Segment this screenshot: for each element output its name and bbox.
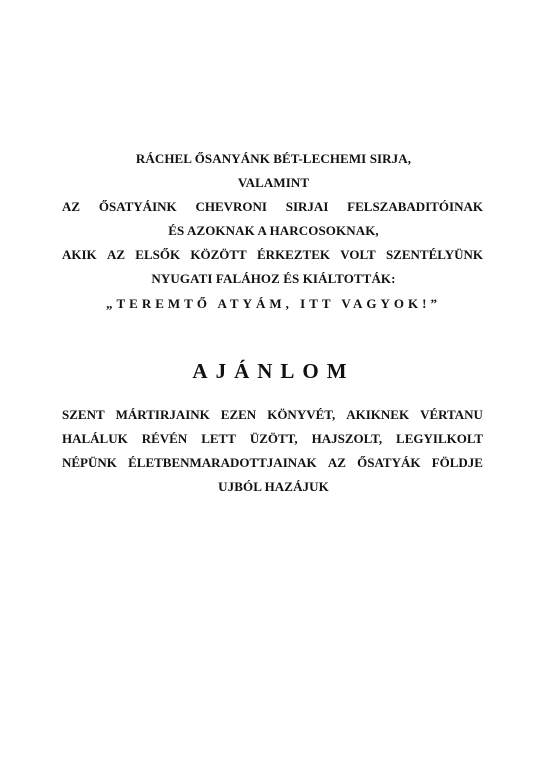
word: AZ xyxy=(327,455,346,470)
word: NÉPÜNK xyxy=(62,455,117,470)
body-line-3 xyxy=(62,455,483,471)
word: ÉLETBENMARADOTTJAINAK xyxy=(128,455,317,470)
word: RÉVÉN xyxy=(141,431,188,446)
word: AKIK xyxy=(62,247,97,262)
word: HALÁLUK xyxy=(62,431,128,446)
word: CHEVRONI xyxy=(195,199,267,214)
word: HAJSZOLT, xyxy=(311,431,383,446)
word: SIRJAI xyxy=(285,199,329,214)
dedication-line-1: RÁCHEL ŐSANYÁNK BÉT-LECHEMI SIRJA, xyxy=(135,151,412,166)
dedication-line-5 xyxy=(62,247,483,263)
word: ÉRKEZTEK xyxy=(257,247,330,262)
word: AZ xyxy=(106,247,126,262)
dedication-line-3 xyxy=(62,199,483,215)
dedication-quote: „TEREMTŐ ATYÁM, ITT VAGYOK!” xyxy=(106,296,441,311)
dedication-line-4: ÉS AZOKNAK A HARCOSOKNAK, xyxy=(168,223,379,238)
body-line-1 xyxy=(62,407,483,423)
word: VÉRTANU xyxy=(420,407,483,422)
word: VOLT xyxy=(340,247,376,262)
word: KÖNYVÉT, xyxy=(267,407,336,422)
word: LETT xyxy=(201,431,236,446)
word: FÖLDJE xyxy=(431,455,483,470)
word: AZ xyxy=(62,199,81,214)
word: ÜZÖTT, xyxy=(249,431,298,446)
body-line-2 xyxy=(62,431,483,447)
word: ŐSATYÁINK xyxy=(98,199,177,214)
dedication-line-2: VALAMINT xyxy=(237,175,310,190)
word: KÖZÖTT xyxy=(190,247,247,262)
word: SZENTÉLYÜNK xyxy=(385,247,483,262)
word: LEGYILKOLT xyxy=(396,431,483,446)
word: SZENT xyxy=(62,407,105,422)
body-line-4: UJBÓL HAZÁJUK xyxy=(218,479,329,494)
dedication-line-6: NYUGATI FALÁHOZ ÉS KIÁLTOTTÁK: xyxy=(151,271,396,286)
word: FELSZABADITÓINAK xyxy=(347,199,483,214)
word: EZEN xyxy=(220,407,257,422)
page-heading: AJÁNLOM xyxy=(192,359,355,383)
word: ŐSATYÁK xyxy=(357,455,421,470)
word: ELSŐK xyxy=(135,247,181,262)
word: MÁRTIRJAINK xyxy=(115,407,210,422)
word: AKIKNEK xyxy=(346,407,410,422)
